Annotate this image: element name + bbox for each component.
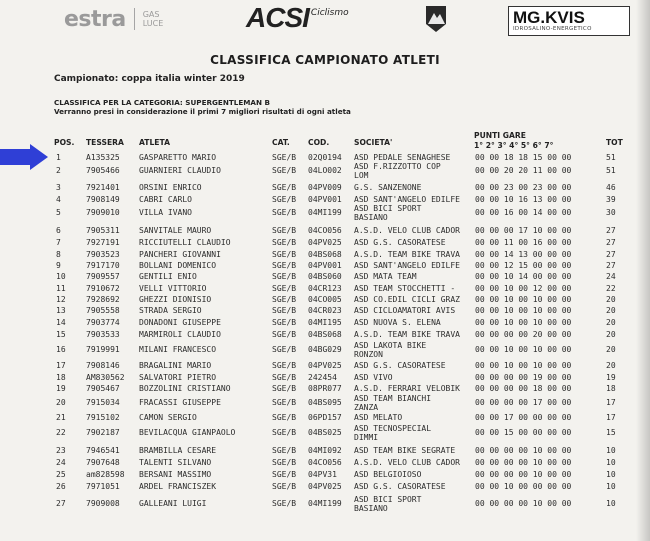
atleta-cell: GASPARETTO MARIO [139, 153, 217, 162]
tessera-cell: 7919991 [86, 345, 120, 354]
punti-cell: 00 00 17 00 00 00 00 [475, 413, 572, 422]
cod-cell: 04CO056 [308, 226, 342, 235]
societa-cell: BASIANO [354, 213, 388, 222]
cat-cell: SGE/B [272, 499, 297, 508]
cod-cell: 242454 [308, 373, 337, 382]
societa-cell: ASD MELATO [354, 413, 403, 422]
cat-cell: SGE/B [272, 250, 297, 259]
header-race-numbers: 1° 2° 3° 4° 5° 6° 7° [474, 141, 554, 150]
tot-cell: 20 [606, 345, 616, 354]
atleta-cell: MARMIROLI CLAUDIO [139, 330, 221, 339]
punti-cell: 00 00 00 00 17 00 00 [475, 398, 572, 407]
atleta-cell: BERSANI MASSIMO [139, 470, 212, 479]
societa-cell: BASIANO [354, 504, 388, 513]
pos-cell: 13 [56, 306, 66, 315]
societa-cell: ASD BELGIOIOSO [354, 470, 422, 479]
header-tessera: TESSERA [86, 138, 124, 147]
cod-cell: 04PV001 [308, 261, 342, 270]
societa-cell: G.S. SANZENONE [354, 183, 422, 192]
cod-cell: 04MI199 [308, 208, 342, 217]
tot-cell: 30 [606, 208, 616, 217]
societa-cell: ASD NUOVA S. ELENA [354, 318, 441, 327]
cod-cell: 04MI199 [308, 499, 342, 508]
societa-cell: ASD CO.EDIL CICLI GRAZ [354, 295, 460, 304]
atleta-cell: GUARNIERI CLAUDIO [139, 166, 221, 175]
punti-cell: 00 00 00 00 10 00 00 [475, 446, 572, 455]
societa-cell: ASD LAKOTA BIKE [354, 341, 427, 350]
pos-cell: 11 [56, 284, 66, 293]
header-societa: SOCIETA' [354, 138, 393, 147]
pos-cell: 18 [56, 373, 66, 382]
societa-cell: ASD PEDALE SENAGHESE [354, 153, 451, 162]
punti-cell: 00 00 23 00 23 00 00 [475, 183, 572, 192]
atleta-cell: CAMON SERGIO [139, 413, 197, 422]
tessera-cell: 7902187 [86, 428, 120, 437]
tot-cell: 27 [606, 226, 616, 235]
punti-cell: 00 00 12 15 00 00 00 [475, 261, 572, 270]
pos-cell: 7 [56, 238, 61, 247]
tot-cell: 39 [606, 195, 616, 204]
pos-cell: 16 [56, 345, 66, 354]
tot-cell: 10 [606, 470, 616, 479]
tot-cell: 51 [606, 153, 616, 162]
tessera-cell: 7921401 [86, 183, 120, 192]
pos-cell: 14 [56, 318, 66, 327]
atleta-cell: BRAMBILLA CESARE [139, 446, 217, 455]
cat-cell: SGE/B [272, 398, 297, 407]
pos-cell: 5 [56, 208, 61, 217]
punti-cell: 00 00 16 00 14 00 00 [475, 208, 572, 217]
pos-cell: 22 [56, 428, 66, 437]
atleta-cell: BOZZOLINI CRISTIANO [139, 384, 231, 393]
atleta-cell: VELLI VITTORIO [139, 284, 207, 293]
atleta-cell: BOLLANI DOMENICO [139, 261, 217, 270]
cat-cell: SGE/B [272, 330, 297, 339]
punti-cell: 00 00 10 00 10 00 00 [475, 361, 572, 370]
tot-cell: 51 [606, 166, 616, 175]
societa-cell: ASD TEAM STOCCHETTI - [354, 284, 456, 293]
punti-cell: 00 00 00 00 10 00 00 [475, 470, 572, 479]
tot-cell: 20 [606, 306, 616, 315]
pos-cell: 10 [56, 272, 66, 281]
tot-cell: 46 [606, 183, 616, 192]
tessera-cell: A135325 [86, 153, 120, 162]
tot-cell: 27 [606, 250, 616, 259]
societa-cell: ZANZA [354, 403, 379, 412]
societa-cell: A.S.D. VELO CLUB CADOR [354, 458, 460, 467]
pos-cell: 19 [56, 384, 66, 393]
cod-cell: 04PV025 [308, 361, 342, 370]
atleta-cell: MILANI FRANCESCO [139, 345, 217, 354]
punti-cell: 00 00 10 00 12 00 00 [475, 284, 572, 293]
tessera-cell: 7915034 [86, 398, 120, 407]
societa-cell: ASD BICI SPORT [354, 495, 422, 504]
atleta-cell: ORSINI ENRICO [139, 183, 202, 192]
pos-cell: 4 [56, 195, 61, 204]
cat-cell: SGE/B [272, 226, 297, 235]
societa-cell: A.S.D. TEAM BIKE TRAVA [354, 330, 460, 339]
tot-cell: 10 [606, 458, 616, 467]
tessera-cell: 7909008 [86, 499, 120, 508]
societa-cell: ASD F.RIZZOTTO COP [354, 162, 441, 171]
pos-cell: 1 [56, 153, 61, 162]
tessera-cell: 7905558 [86, 306, 120, 315]
societa-cell: ASD SANT'ANGELO EDILFE [354, 195, 460, 204]
punti-cell: 00 00 00 00 19 00 00 [475, 373, 572, 382]
atleta-cell: GENTILI ENIO [139, 272, 197, 281]
tot-cell: 10 [606, 446, 616, 455]
punti-cell: 00 00 18 18 15 00 00 [475, 153, 572, 162]
societa-cell: ASD CICLOAMATORI AVIS [354, 306, 456, 315]
header-atleta: ATLETA [139, 138, 170, 147]
cod-cell: 04PV001 [308, 195, 342, 204]
punti-cell: 00 00 20 20 11 00 00 [475, 166, 572, 175]
cat-cell: SGE/B [272, 195, 297, 204]
atleta-cell: ARDEL FRANCISZEK [139, 482, 217, 491]
societa-cell: RONZON [354, 350, 383, 359]
cat-cell: SGE/B [272, 384, 297, 393]
cat-cell: SGE/B [272, 361, 297, 370]
societa-cell: ASD TEAM BIANCHI [354, 394, 432, 403]
atleta-cell: VILLA IVANO [139, 208, 192, 217]
header-tot: TOT [606, 138, 623, 147]
cod-cell: 04BS068 [308, 330, 342, 339]
tot-cell: 20 [606, 330, 616, 339]
cod-cell: 04PV31 [308, 470, 337, 479]
cod-cell: 04LO002 [308, 166, 342, 175]
tot-cell: 27 [606, 238, 616, 247]
societa-cell: ASD TEAM BIKE SEGRATE [354, 446, 456, 455]
category-label: CLASSIFICA PER LA CATEGORIA: SUPERGENTLEMAN B [54, 98, 270, 107]
tessera-cell: 7905467 [86, 384, 120, 393]
estra-logo: estra GAS LUCE [64, 6, 164, 32]
punti-cell: 00 00 00 00 10 00 00 [475, 458, 572, 467]
tot-cell: 17 [606, 413, 616, 422]
tot-cell: 19 [606, 373, 616, 382]
cat-cell: SGE/B [272, 183, 297, 192]
mgk-logo: MG.KVIS IDROSALINO-ENERGETICO [508, 6, 630, 36]
atleta-cell: PANCHERI GIOVANNI [139, 250, 221, 259]
cod-cell: 04BS068 [308, 250, 342, 259]
sponsor-logos [0, 0, 650, 40]
atleta-cell: SANVITALE MAURO [139, 226, 212, 235]
cod-cell: 04CR023 [308, 306, 342, 315]
atleta-cell: STRADA SERGIO [139, 306, 202, 315]
cod-cell: 04PV025 [308, 482, 342, 491]
punti-cell: 00 00 00 00 20 00 00 [475, 330, 572, 339]
societa-cell: ASD TECNOSPECIAL [354, 424, 432, 433]
societa-cell: ASD G.S. CASORATESE [354, 238, 446, 247]
punti-cell: 00 00 00 00 10 00 00 [475, 499, 572, 508]
tessera-cell: 7903533 [86, 330, 120, 339]
punti-cell: 00 00 10 16 13 00 00 [475, 195, 572, 204]
cat-cell: SGE/B [272, 470, 297, 479]
tot-cell: 24 [606, 272, 616, 281]
pos-cell: 17 [56, 361, 66, 370]
cat-cell: SGE/B [272, 284, 297, 293]
atleta-cell: CABRI CARLO [139, 195, 192, 204]
atleta-cell: BEVILACQUA GIANPAOLO [139, 428, 236, 437]
societa-cell: A.S.D. TEAM BIKE TRAVA [354, 250, 460, 259]
cod-cell: 04CO056 [308, 458, 342, 467]
pos-cell: 23 [56, 446, 66, 455]
pos-cell: 3 [56, 183, 61, 192]
cod-cell: 04MI092 [308, 446, 342, 455]
blue-arrow-icon [0, 144, 50, 170]
punti-cell: 00 00 10 00 00 00 00 [475, 482, 572, 491]
header-cod: COD. [308, 138, 330, 147]
atleta-cell: BRAGALINI MARIO [139, 361, 212, 370]
societa-cell: DIMMI [354, 433, 379, 442]
tot-cell: 20 [606, 361, 616, 370]
cat-cell: SGE/B [272, 345, 297, 354]
tessera-cell: 7909557 [86, 272, 120, 281]
cat-cell: SGE/B [272, 208, 297, 217]
punti-cell: 00 00 00 00 18 00 00 [475, 384, 572, 393]
tot-cell: 20 [606, 295, 616, 304]
atleta-cell: GALLEANI LUIGI [139, 499, 207, 508]
tessera-cell: 7908149 [86, 195, 120, 204]
tessera-cell: 7917170 [86, 261, 120, 270]
cat-cell: SGE/B [272, 413, 297, 422]
punti-cell: 00 00 10 00 10 00 00 [475, 318, 572, 327]
cod-cell: 04MI195 [308, 318, 342, 327]
tot-cell: 10 [606, 482, 616, 491]
tot-cell: 22 [606, 284, 616, 293]
atleta-cell: RICCIUTELLI CLAUDIO [139, 238, 231, 247]
societa-cell: A.S.D. VELO CLUB CADOR [354, 226, 460, 235]
cod-cell: 04PV025 [308, 238, 342, 247]
tessera-cell: 7903523 [86, 250, 120, 259]
cod-cell: 04CO005 [308, 295, 342, 304]
societa-cell: ASD G.S. CASORATESE [354, 361, 446, 370]
header-cat: CAT. [272, 138, 290, 147]
pos-cell: 15 [56, 330, 66, 339]
tessera-cell: 7909010 [86, 208, 120, 217]
cat-cell: SGE/B [272, 295, 297, 304]
pos-cell: 26 [56, 482, 66, 491]
cod-cell: 08PR077 [308, 384, 342, 393]
atleta-cell: FRACASSI GIUSEPPE [139, 398, 221, 407]
cat-cell: SGE/B [272, 428, 297, 437]
cod-cell: 04BG029 [308, 345, 342, 354]
punti-cell: 00 00 15 00 00 00 00 [475, 428, 572, 437]
tot-cell: 10 [606, 499, 616, 508]
punti-cell: 00 00 10 00 10 00 00 [475, 345, 572, 354]
cat-cell: SGE/B [272, 272, 297, 281]
punti-cell: 00 00 10 14 00 00 00 [475, 272, 572, 281]
cat-cell: SGE/B [272, 261, 297, 270]
tessera-cell: 7915102 [86, 413, 120, 422]
cat-cell: SGE/B [272, 373, 297, 382]
atleta-cell: TALENTI SILVANO [139, 458, 212, 467]
pos-cell: 12 [56, 295, 66, 304]
tessera-cell: 7971051 [86, 482, 120, 491]
tessera-cell: 7903774 [86, 318, 120, 327]
pos-cell: 20 [56, 398, 66, 407]
punti-cell: 00 00 10 00 10 00 00 [475, 295, 572, 304]
cat-cell: SGE/B [272, 482, 297, 491]
cod-cell: 04BS095 [308, 398, 342, 407]
pos-cell: 25 [56, 470, 66, 479]
societa-cell: ASD VIVO [354, 373, 393, 382]
cat-cell: SGE/B [272, 446, 297, 455]
societa-cell: LOM [354, 171, 369, 180]
tot-cell: 20 [606, 318, 616, 327]
societa-cell: ASD SANT'ANGELO EDILFE [354, 261, 460, 270]
societa-cell: A.S.D. FERRARI VELOBIK [354, 384, 460, 393]
societa-cell: ASD MATA TEAM [354, 272, 417, 281]
scoring-note: Verranno presi in considerazione il primi 7 migliori risultati di ogni atleta [54, 107, 351, 116]
tessera-cell: AM830562 [86, 373, 125, 382]
tessera-cell: 7927191 [86, 238, 120, 247]
championship-label: Campionato: coppa italia winter 2019 [54, 74, 245, 84]
societa-cell: ASD G.S. CASORATESE [354, 482, 446, 491]
cod-cell: 06PD157 [308, 413, 342, 422]
acsi-logo: ACSI Ciclismo [246, 2, 349, 33]
tot-cell: 15 [606, 428, 616, 437]
tessera-cell: 7905311 [86, 226, 120, 235]
cod-cell: 04CR123 [308, 284, 342, 293]
mountain-emblem-icon [423, 4, 449, 34]
header-pos: POS. [54, 138, 75, 147]
tessera-cell: 7910672 [86, 284, 120, 293]
tessera-cell: am828598 [86, 470, 125, 479]
cod-cell: 04BS060 [308, 272, 342, 281]
pos-cell: 27 [56, 499, 66, 508]
pos-cell: 8 [56, 250, 61, 259]
punti-cell: 00 00 14 13 00 00 00 [475, 250, 572, 259]
tot-cell: 18 [606, 384, 616, 393]
punti-cell: 00 00 00 17 10 00 00 [475, 226, 572, 235]
cod-cell: 04PV009 [308, 183, 342, 192]
cat-cell: SGE/B [272, 318, 297, 327]
header-punti-gare: PUNTI GARE [474, 131, 526, 140]
cod-cell: 04BS025 [308, 428, 342, 437]
tot-cell: 17 [606, 398, 616, 407]
tessera-cell: 7905466 [86, 166, 120, 175]
punti-cell: 00 00 10 00 10 00 00 [475, 306, 572, 315]
page-title: CLASSIFICA CAMPIONATO ATLETI [210, 53, 440, 67]
pos-cell: 6 [56, 226, 61, 235]
pos-cell: 24 [56, 458, 66, 467]
atleta-cell: GHEZZI DIONISIO [139, 295, 212, 304]
tessera-cell: 7907648 [86, 458, 120, 467]
atleta-cell: SALVATORI PIETRO [139, 373, 217, 382]
punti-cell: 00 00 11 00 16 00 00 [475, 238, 572, 247]
cat-cell: SGE/B [272, 166, 297, 175]
tessera-cell: 7946541 [86, 446, 120, 455]
cat-cell: SGE/B [272, 306, 297, 315]
pos-cell: 9 [56, 261, 61, 270]
cat-cell: SGE/B [272, 238, 297, 247]
cat-cell: SGE/B [272, 153, 297, 162]
pos-cell: 2 [56, 166, 61, 175]
cat-cell: SGE/B [272, 458, 297, 467]
societa-cell: ASD BICI SPORT [354, 204, 422, 213]
tessera-cell: 7928692 [86, 295, 120, 304]
pos-cell: 21 [56, 413, 66, 422]
cod-cell: 02Q0194 [308, 153, 342, 162]
tessera-cell: 7908146 [86, 361, 120, 370]
atleta-cell: DONADONI GIUSEPPE [139, 318, 221, 327]
tot-cell: 27 [606, 261, 616, 270]
